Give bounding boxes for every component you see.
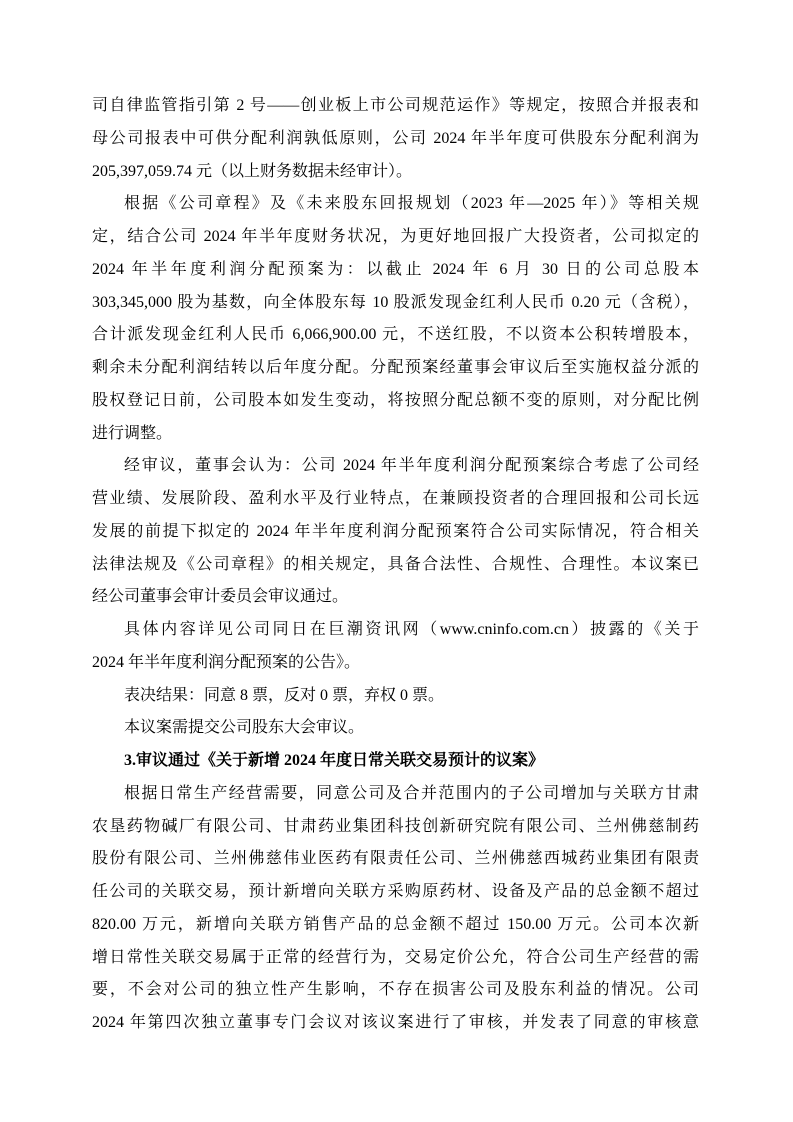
text-line: 经审议，董事会认为：公司 2024 年半年度利润分配预案综合考虑了公司经 (124, 457, 699, 475)
text-line: 定，结合公司 2024 年半年度财务状况，为更好地回报广大投资者，公司拟定的 (92, 228, 699, 245)
paragraph-voting-result (92, 680, 699, 713)
text-line: 任公司的关联交易，预计新增向关联方采购原药材、设备及产品的总金额不超过 (92, 883, 699, 900)
text-line: 进行调整。 (92, 424, 173, 442)
text-line: 根据《公司章程》及《未来股东回报规划（2023 年—2025 年）》等相关规 (124, 195, 699, 213)
text-line: 2024 年半年度利润分配预案的公告》。 (92, 653, 361, 671)
text-line: 剩余未分配利润结转以后年度分配。分配预案经董事会审议后至实施权益分派的 (92, 359, 699, 376)
text-line: 303,345,000 股为基数，向全体股东每 10 股派发现金红利人民币 0.20 元（含税）， (92, 293, 699, 311)
text-line: 经公司董事会审计委员会审议通过。 (92, 588, 349, 606)
text-line: 2024 年半年度利润分配预案为：以截止 2024 年 6 月 30 日的公司总股本 (92, 260, 699, 278)
paragraph-board-opinion (92, 450, 699, 614)
paragraph-disclosure-reference (92, 614, 699, 680)
text-line: 要，不会对公司的独立性产生影响，不存在损害公司及股东利益的情况。公司 (92, 981, 699, 999)
text-line: 根据日常生产经营需要，同意公司及合并范围内的子公司增加与关联方甘肃 (124, 784, 699, 802)
text-line: 增日常性关联交易属于正常的经营行为，交易定价公允，符合公司生产经营的需 (92, 948, 699, 966)
paragraph-submission-note (92, 712, 699, 745)
text-line: 2024 年第四次独立董事专门会议对该议案进行了审核，并发表了同意的审核意 (92, 1014, 699, 1031)
text-line: 营业绩、发展阶段、盈利水平及行业特点，在兼顾投资者的合理回报和公司长远 (92, 490, 699, 507)
text-line: 股权登记日前，公司股本如发生变动，将按照分配总额不变的原则，对分配比例 (92, 391, 699, 409)
text-line: 母公司报表中可供分配利润孰低原则，公司 2024 年半年度可供股东分配利润为 (92, 129, 699, 147)
text-line: 股份有限公司、兰州佛慈伟业医药有限责任公司、兰州佛慈西城药业集团有限责 (92, 850, 699, 868)
text-line: 合计派发现金红利人民币 6,066,900.00 元，不送红股，不以资本公积转增股本， (92, 326, 699, 344)
text-line: 820.00 万元，新增向关联方销售产品的总金额不超过 150.00 万元。公司本次新 (92, 915, 699, 933)
text-line: 发展的前提下拟定的 2024 年半年度利润分配预案符合公司实际情况，符合相关 (92, 522, 699, 540)
text-line: 司自律监管指引第 2 号——创业板上市公司规范运作》等规定，按照合并报表和 (92, 97, 699, 114)
text-line: 表决结果：同意 8 票，反对 0 票，弃权 0 票。 (124, 686, 445, 704)
text-line: 本议案需提交公司股东大会审议。 (124, 719, 365, 737)
paragraph-distributable-profit-continued (92, 90, 699, 188)
paragraph-related-party-transactions (92, 778, 699, 1040)
paragraph-profit-distribution-plan (92, 188, 699, 450)
text-line: 205,397,059.74 元（以上财务数据未经审计）。 (92, 162, 413, 180)
heading-item-3 (92, 745, 699, 778)
text-line: 法律法规及《公司章程》的相关规定，具备合法性、合规性、合理性。本议案已 (92, 555, 699, 573)
heading-line: 3.审议通过《关于新增 2024 年度日常关联交易预计的议案》 (124, 752, 545, 769)
text-line: 农垦药物碱厂有限公司、甘肃药业集团科技创新研究院有限公司、兰州佛慈制药 (92, 817, 699, 835)
text-line: 具体内容详见公司同日在巨潮资讯网（www.cninfo.com.cn）披露的《关于 (124, 621, 699, 638)
